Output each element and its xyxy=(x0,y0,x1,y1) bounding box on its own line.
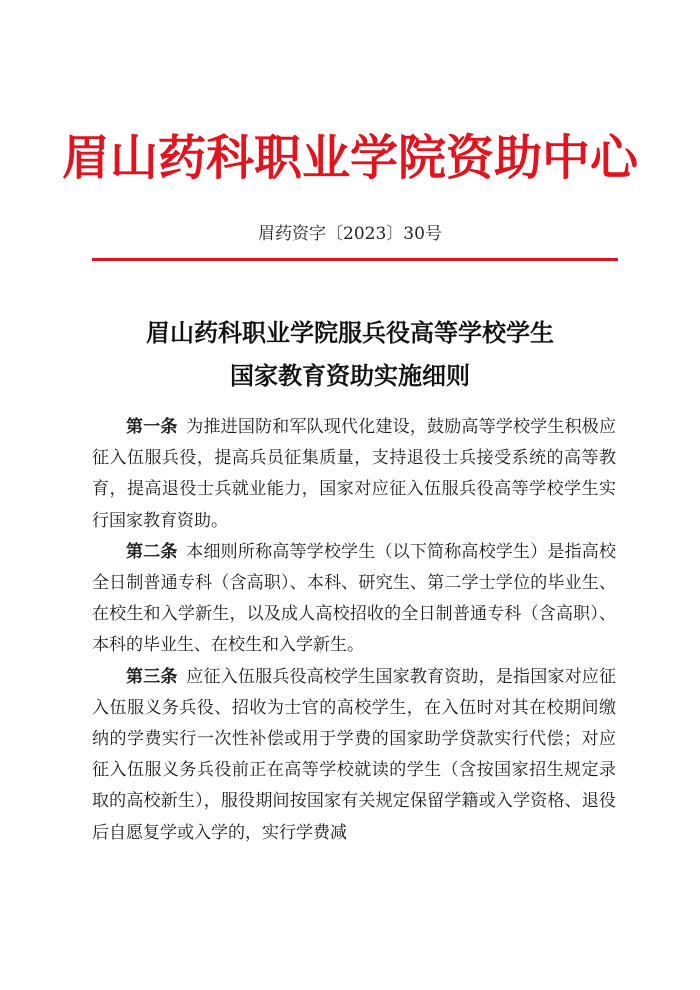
article-3 xyxy=(92,662,616,849)
article-2-label: 第二条 xyxy=(126,541,178,562)
article-2-text: 本细则所称高等学校学生（以下简称高校学生）是指高校全日制普通专科（含高职）、本科、研究生、第二学士学位的毕业生、在校生和入学新生，以及成人高校招收的全日制普通专科（含高职）、本科的毕业生、在校生和入学新生。 xyxy=(92,541,617,656)
article-3-label: 第三条 xyxy=(126,666,178,687)
red-divider-line xyxy=(92,258,618,261)
article-2 xyxy=(92,537,616,662)
article-3-text: 应征入伍服兵役高校学生国家教育资助，是指国家对应征入伍服义务兵役、招收为士官的高校学生，在入伍时对其在校期间缴纳的学费实行一次性补偿或用于学费的国家助学贷款实行代偿；对应征入伍服义务兵役前正在高等学校就读的学生（含按国家招生规定录取的高校新生），服役期间按国家有关规定保留学籍或入学资格、退役后自愿复学或入学的，实行学费减 xyxy=(92,666,617,843)
issuer-title: 眉山药科职业学院资助中心 xyxy=(61,130,638,186)
article-1-text: 为推进国防和军队现代化建设，鼓励高等学校学生积极应征入伍服兵役，提高兵员征集质量，支持退役士兵接受系统的高等教育，提高退役士兵就业能力，国家对应征入伍服兵役高等学校学生实行国家教育资助。 xyxy=(92,417,617,531)
article-1 xyxy=(92,412,616,537)
document-number: 眉药资字〔2023〕30号 xyxy=(258,224,442,244)
article-1-label: 第一条 xyxy=(126,417,178,437)
document-title-line-1: 眉山药科职业学院服兵役高等学校学生 xyxy=(146,318,554,347)
document-title-line-2: 国家教育资助实施细则 xyxy=(230,361,470,390)
document-body xyxy=(92,412,616,849)
